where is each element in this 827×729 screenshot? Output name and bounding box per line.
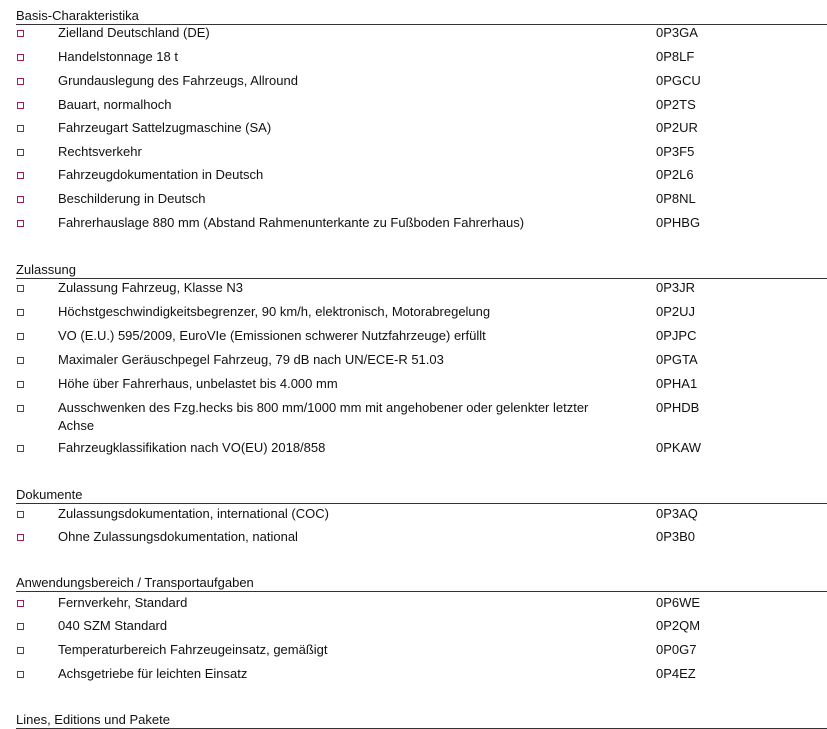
section — [16, 574, 827, 681]
item-code: 0P2TS — [656, 97, 696, 112]
item-code: 0P2UR — [656, 120, 698, 135]
item-code: 0PHDB — [656, 400, 700, 415]
checkbox-icon[interactable] — [17, 600, 24, 607]
item-description: Zielland Deutschland (DE) — [58, 25, 210, 40]
item-code: 0P3F5 — [656, 144, 695, 159]
item-code: 0P3GA — [656, 25, 698, 40]
item-description: Fahrzeugdokumentation in Deutsch — [58, 167, 264, 182]
item-description: Ohne Zulassungsdokumentation, national — [58, 529, 298, 544]
checkbox-icon[interactable] — [17, 172, 24, 179]
item-description: Fahrerhauslage 880 mm (Abstand Rahmenunterkante zu Fußboden Fahrerhaus) — [58, 215, 525, 230]
item-description: Bauart, normalhoch — [58, 97, 172, 112]
item-code: 0P3B0 — [656, 529, 696, 544]
section — [16, 261, 827, 455]
checkbox-icon[interactable] — [17, 647, 24, 654]
item-description: Fahrzeugart Sattelzugmaschine (SA) — [58, 120, 272, 135]
item-description: Grundauslegung des Fahrzeugs, Allround — [58, 73, 298, 88]
item-description: Ausschwenken des Fzg.hecks bis 800 mm/1000 mm mit angehobener oder gelenkter letzter Achse — [58, 400, 589, 433]
item-code: 0PGTA — [656, 352, 698, 367]
checkbox-icon[interactable] — [17, 381, 24, 388]
section-title: Dokumente — [16, 486, 827, 504]
item-code: 0P4EZ — [656, 666, 696, 681]
checkbox-icon[interactable] — [17, 102, 24, 109]
checkbox-icon[interactable] — [17, 357, 24, 364]
checkbox-icon[interactable] — [17, 623, 24, 630]
item-description: Fernverkehr, Standard — [58, 595, 188, 610]
checkbox-icon[interactable] — [17, 333, 24, 340]
section-title: Basis-Charakteristika — [16, 7, 827, 25]
item-description: Maximaler Geräuschpegel Fahrzeug, 79 dB nach UN/ECE-R 51.03 — [58, 352, 444, 367]
checkbox-icon[interactable] — [17, 196, 24, 203]
item-code: 0P6WE — [656, 595, 701, 610]
item-code: 0PKAW — [656, 440, 702, 455]
item-code: 0P3AQ — [656, 506, 698, 521]
item-description: Zulassungsdokumentation, international (COC) — [58, 506, 329, 521]
checkbox-icon[interactable] — [17, 445, 24, 452]
checkbox-icon[interactable] — [17, 30, 24, 37]
item-description: Achsgetriebe für leichten Einsatz — [58, 666, 248, 681]
item-description: Beschilderung in Deutsch — [58, 191, 206, 206]
item-description: Temperaturbereich Fahrzeugeinsatz, gemäßigt — [58, 642, 328, 657]
section — [16, 711, 827, 729]
item-code: 0P2UJ — [656, 304, 696, 319]
item-description: 040 SZM Standard — [58, 618, 168, 633]
item-code: 0PGCU — [656, 73, 701, 88]
checkbox-icon[interactable] — [17, 54, 24, 61]
checkbox-icon[interactable] — [17, 78, 24, 85]
section — [16, 7, 827, 230]
item-code: 0P3JR — [656, 280, 696, 295]
checkbox-icon[interactable] — [17, 511, 24, 518]
section-title: Lines, Editions und Pakete — [16, 711, 827, 729]
item-code: 0PHA1 — [656, 376, 698, 391]
checkbox-icon[interactable] — [17, 125, 24, 132]
item-description: VO (E.U.) 595/2009, EuroVIe (Emissionen schwerer Nutzfahrzeuge) erfüllt — [58, 328, 486, 343]
checkbox-icon[interactable] — [17, 285, 24, 292]
item-code: 0P8LF — [656, 49, 695, 64]
section-title: Anwendungsbereich / Transportaufgaben — [16, 574, 827, 592]
item-code: 0P8NL — [656, 191, 696, 206]
checkbox-icon[interactable] — [17, 149, 24, 156]
item-description: Zulassung Fahrzeug, Klasse N3 — [58, 280, 243, 295]
item-code: 0PJPC — [656, 328, 697, 343]
item-code: 0P2QM — [656, 618, 701, 633]
item-code: 0P2L6 — [656, 167, 694, 182]
item-description: Höchstgeschwindigkeitsbegrenzer, 90 km/h, elektronisch, Motorabregelung — [58, 304, 491, 319]
item-description: Fahrzeugklassifikation nach VO(EU) 2018/858 — [58, 440, 326, 455]
item-code: 0P0G7 — [656, 642, 697, 657]
item-description: Höhe über Fahrerhaus, unbelastet bis 4.000 mm — [58, 376, 338, 391]
checkbox-icon[interactable] — [17, 220, 24, 227]
checkbox-icon[interactable] — [17, 405, 24, 412]
section-title: Zulassung — [16, 261, 827, 279]
checkbox-icon[interactable] — [17, 671, 24, 678]
checkbox-icon[interactable] — [17, 534, 24, 541]
checkbox-icon[interactable] — [17, 309, 24, 316]
item-description: Handelstonnage 18 t — [58, 49, 178, 64]
item-code: 0PHBG — [656, 215, 701, 230]
item-description: Rechtsverkehr — [58, 144, 142, 159]
section — [16, 486, 827, 544]
